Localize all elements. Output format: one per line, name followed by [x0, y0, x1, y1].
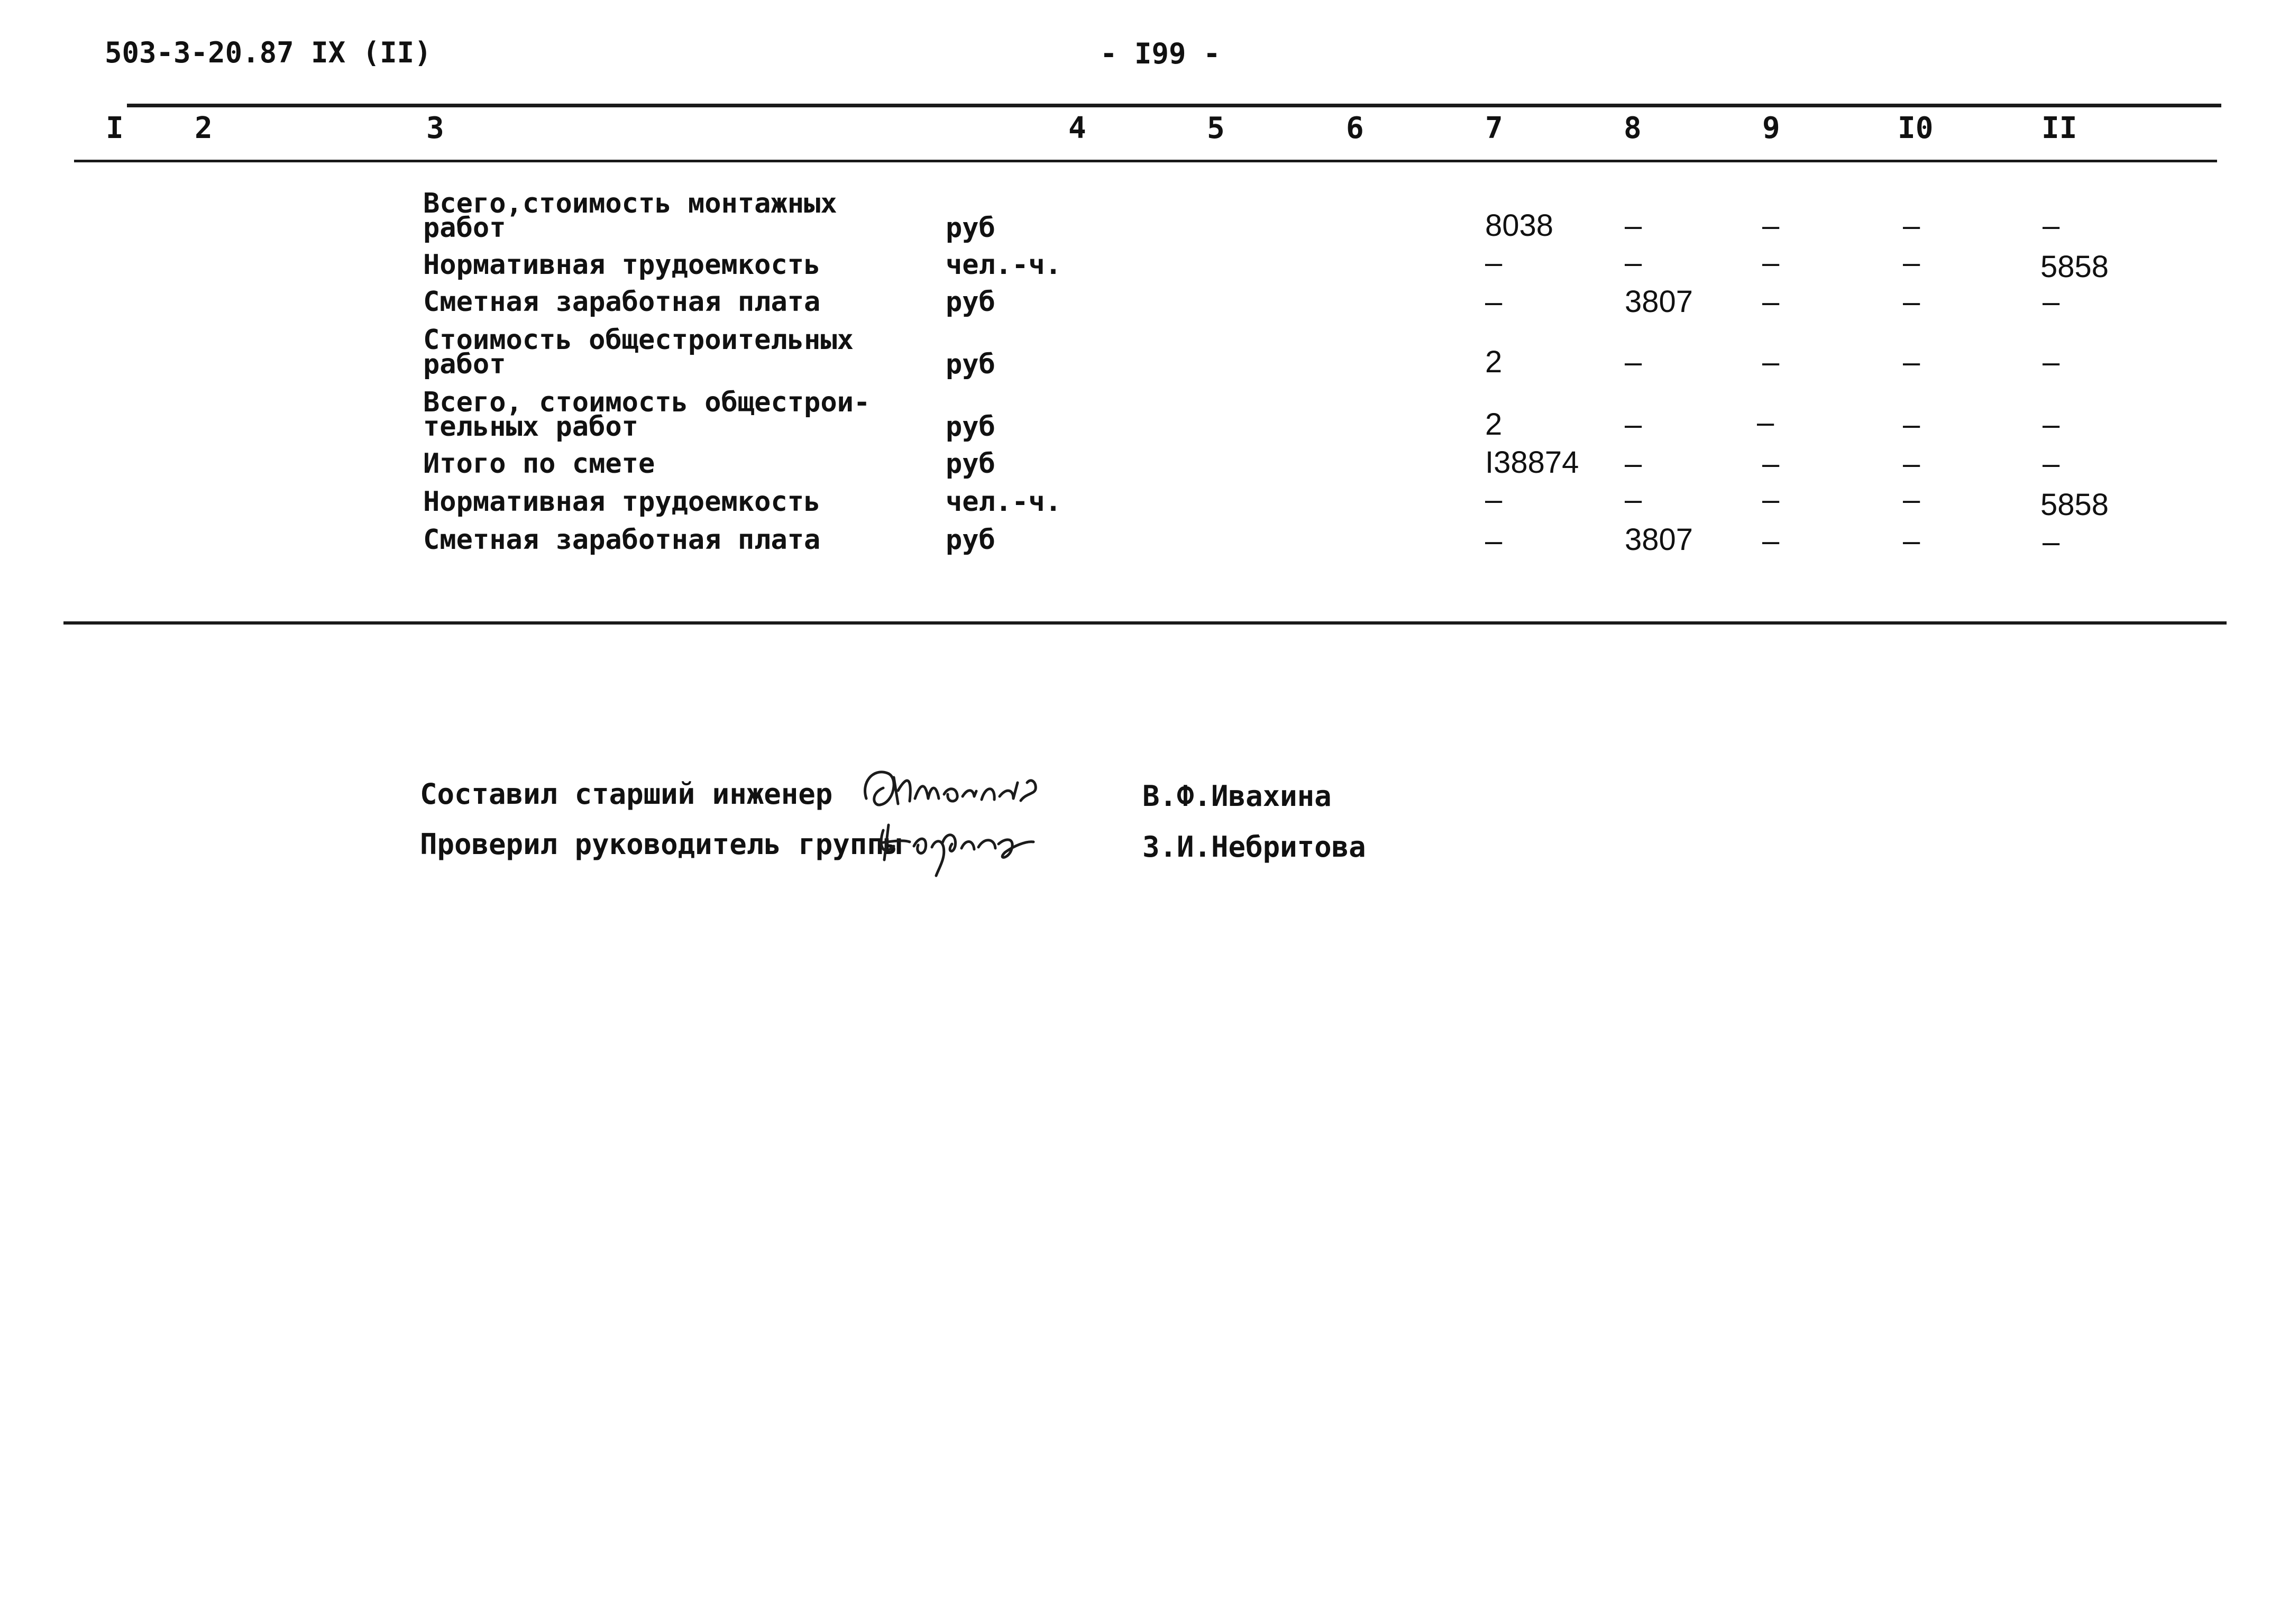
cell-col8: – [1625, 208, 1642, 243]
row-unit: руб [946, 524, 995, 556]
col-header-7: 7 [1485, 111, 1503, 145]
row-unit: чел.-ч. [946, 249, 1062, 281]
row-description: Нормативная трудоемкость [423, 486, 821, 518]
cell-col10: – [1903, 285, 1920, 319]
row-description: Итого по смете [423, 448, 655, 480]
row-description: Нормативная трудоемкость [423, 249, 821, 281]
cell-col7: 8038 [1485, 208, 1554, 243]
cell-col11: 5858 [2040, 250, 2109, 284]
cell-col8: – [1625, 245, 1642, 280]
cell-col10: – [1903, 446, 1920, 481]
signature-name-compiled: В.Ф.Ивахина [1142, 779, 1332, 813]
cell-col9: – [1762, 245, 1780, 280]
col-header-5: 5 [1207, 111, 1225, 145]
col-header-1: I [106, 111, 124, 145]
document-code: 503-3-20.87 IX (II) [105, 36, 432, 69]
cell-col11: – [2043, 525, 2060, 559]
cell-col11: – [2043, 446, 2060, 481]
cell-col9: – [1762, 524, 1780, 558]
cell-col10: – [1903, 524, 1920, 558]
row-unit: руб [946, 411, 995, 443]
cell-col11: – [2043, 208, 2060, 243]
cell-col7: 2 [1485, 345, 1503, 379]
cell-col11: – [2043, 407, 2060, 442]
cell-col8: 3807 [1625, 285, 1693, 319]
cell-col8: – [1625, 446, 1642, 481]
cell-col9: – [1762, 285, 1780, 319]
cell-col10: – [1903, 345, 1920, 379]
cell-col8: 3807 [1625, 522, 1693, 557]
row-unit: чел.-ч. [946, 486, 1062, 518]
row-unit: руб [946, 286, 995, 318]
signature-checked-icon [873, 809, 1052, 878]
cell-col7: I38874 [1485, 445, 1579, 480]
col-header-6: 6 [1346, 111, 1364, 145]
table-bottom-rule [63, 621, 2227, 625]
table-header-rule [74, 160, 2217, 162]
cell-col10: – [1903, 245, 1920, 280]
row-description: Всего,стоимость монтажных работ [423, 188, 837, 244]
col-header-8: 8 [1624, 111, 1642, 145]
cell-col10: – [1903, 482, 1920, 517]
cell-col11: – [2043, 345, 2060, 379]
signature-label-checked: Проверил руководитель группы [420, 828, 902, 861]
row-description: Сметная заработная плата [423, 286, 821, 318]
row-unit: руб [946, 212, 995, 244]
cell-col9: – [1762, 446, 1780, 481]
cell-col9: – [1762, 208, 1780, 243]
cell-col7: – [1485, 482, 1503, 517]
cell-col7: – [1485, 245, 1503, 280]
cell-col7: – [1485, 285, 1503, 319]
col-header-3: 3 [426, 111, 444, 145]
row-unit: руб [946, 448, 995, 480]
cell-col7: 2 [1485, 407, 1503, 442]
row-description: Всего, стоимость общестрои- тельных работ [423, 387, 871, 443]
row-unit: руб [946, 348, 995, 380]
table-top-rule [127, 104, 2221, 107]
row-description: Сметная заработная плата [423, 524, 821, 556]
cell-col9: – [1762, 482, 1780, 517]
cell-col11: – [2043, 285, 2060, 319]
signature-name-checked: З.И.Небритова [1142, 830, 1366, 864]
col-header-2: 2 [195, 111, 213, 145]
col-header-4: 4 [1068, 111, 1086, 145]
signature-label-compiled: Составил старший инженер [420, 777, 833, 811]
col-header-10: I0 [1898, 111, 1934, 145]
cell-col8: – [1625, 482, 1642, 517]
cell-col8: – [1625, 345, 1642, 379]
row-description: Стоимость общестроительных работ [423, 324, 854, 380]
cell-col9: – [1757, 405, 1774, 439]
col-header-11: II [2041, 111, 2077, 145]
page-number: - I99 - [1100, 37, 1221, 70]
cell-col10: – [1903, 208, 1920, 243]
cell-col7: – [1485, 524, 1503, 558]
cell-col9: – [1762, 345, 1780, 379]
cell-col11: 5858 [2040, 488, 2109, 522]
cell-col8: – [1625, 407, 1642, 442]
col-header-9: 9 [1762, 111, 1780, 145]
cell-col10: – [1903, 407, 1920, 442]
